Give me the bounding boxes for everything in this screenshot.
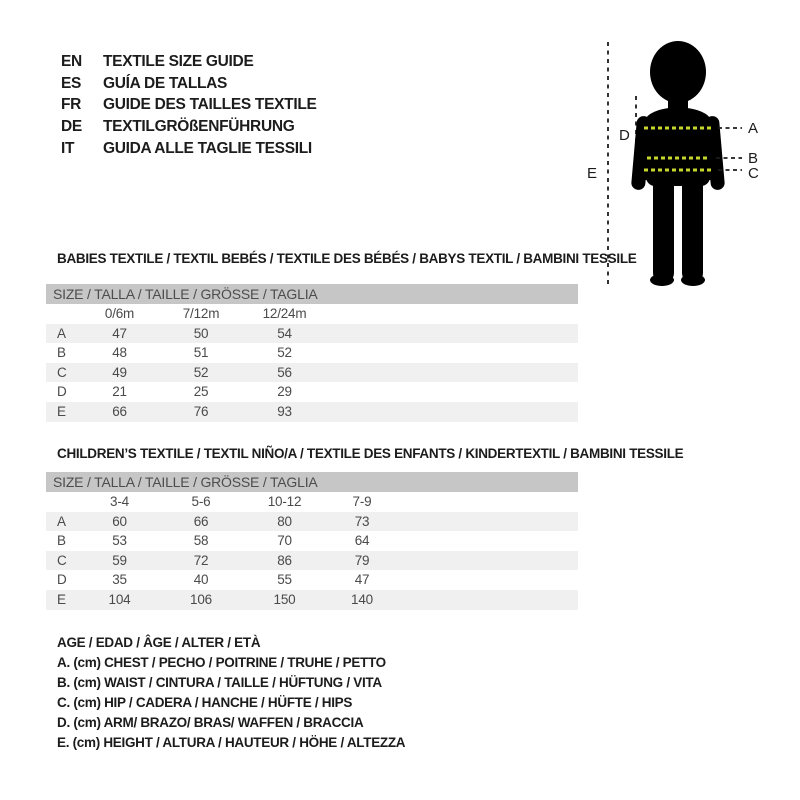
- size-value: 79: [354, 552, 370, 568]
- babies-size-table: [46, 284, 578, 422]
- measurement-legend: [57, 633, 405, 753]
- language-title: GUIDE DES TAILLES TEXTILE: [103, 96, 317, 114]
- size-value: 35: [112, 572, 127, 588]
- language-title-list: [61, 51, 317, 160]
- row-label: E: [57, 591, 66, 607]
- row-label: B: [57, 345, 66, 361]
- size-value: 106: [190, 591, 212, 607]
- size-value: 53: [112, 533, 127, 549]
- size-header-band: SIZE / TALLA / TAILLE / GRÖSSE / TAGLIA: [46, 472, 578, 492]
- legend-line: B. (cm) WAIST / CINTURA / TAILLE / HÜFTUNG / VITA: [57, 675, 382, 690]
- size-value: 56: [277, 364, 292, 380]
- language-title: TEXTILGRÖßENFÜHRUNG: [103, 118, 295, 136]
- size-value: 58: [193, 533, 209, 549]
- size-value: 66: [112, 403, 127, 419]
- size-value: 150: [273, 591, 296, 607]
- size-value: 76: [193, 403, 209, 419]
- size-value: 29: [277, 384, 292, 400]
- table-row: [46, 324, 578, 344]
- language-row: [61, 95, 317, 117]
- row-label: A: [57, 325, 66, 341]
- figure-label-waist: B: [748, 150, 759, 167]
- size-value: 47: [112, 325, 127, 341]
- column-header: 10-12: [267, 494, 302, 509]
- size-value: 52: [193, 364, 209, 380]
- babies-section-title: BABIES TEXTILE / TEXTIL BEBÉS / TEXTILE DES BÉBÉS / BABYS TEXTIL / BAMBINI TESSILE: [57, 251, 637, 266]
- size-value: 47: [354, 572, 370, 588]
- table-row: [46, 531, 578, 551]
- size-value: 54: [277, 325, 292, 341]
- size-value: 86: [277, 552, 292, 568]
- figure-label-arm: D: [619, 127, 630, 144]
- children-section-title: CHILDREN’S TEXTILE / TEXTIL NIÑO/A / TEXTILE DES ENFANTS / KINDERTEXTIL / BAMBINI TESSILE: [57, 446, 684, 461]
- size-value: 48: [112, 345, 127, 361]
- table-row: [46, 590, 578, 610]
- language-row: [61, 138, 317, 160]
- legend-line: A. (cm) CHEST / PECHO / POITRINE / TRUHE / PETTO: [57, 655, 386, 670]
- column-header: 7/12m: [182, 306, 220, 321]
- language-title: GUIDA ALLE TAGLIE TESSILI: [103, 140, 312, 158]
- language-title: GUÍA DE TALLAS: [103, 74, 228, 92]
- size-value: 55: [277, 572, 292, 588]
- children-size-table: [46, 472, 578, 610]
- column-header: 12/24m: [262, 306, 307, 321]
- size-value: 49: [112, 364, 127, 380]
- row-label: D: [57, 384, 67, 400]
- table-row: [46, 382, 578, 402]
- size-value: 60: [112, 513, 127, 529]
- size-value: 66: [193, 513, 209, 529]
- child-silhouette: [631, 41, 725, 286]
- figure-label-hip: C: [748, 165, 759, 182]
- size-value: 25: [193, 384, 209, 400]
- size-value: 50: [193, 325, 209, 341]
- size-value: 72: [193, 552, 209, 568]
- size-header-band: SIZE / TALLA / TAILLE / GRÖSSE / TAGLIA: [46, 284, 578, 304]
- row-label: B: [57, 533, 66, 549]
- size-value: 80: [277, 513, 292, 529]
- figure-label-chest: A: [748, 120, 759, 137]
- column-header-row: [46, 492, 578, 512]
- table-row: [46, 402, 578, 422]
- language-code: FR: [61, 96, 82, 114]
- language-code: EN: [61, 52, 82, 70]
- row-label-cell: [46, 492, 81, 512]
- table-row: [46, 343, 578, 363]
- size-value: 93: [277, 403, 292, 419]
- row-label: E: [57, 403, 66, 419]
- table-row: [46, 512, 578, 532]
- size-value: 51: [193, 345, 209, 361]
- language-row: [61, 51, 317, 73]
- column-header: 3-4: [110, 494, 129, 509]
- language-code: ES: [61, 74, 82, 92]
- language-title: TEXTILE SIZE GUIDE: [103, 52, 254, 70]
- size-value: 73: [354, 513, 370, 529]
- language-row: [61, 73, 317, 95]
- column-header: 0/6m: [104, 306, 135, 321]
- language-code: IT: [61, 140, 75, 158]
- size-value: 40: [193, 572, 209, 588]
- size-value: 104: [108, 591, 131, 607]
- column-header-row: [46, 304, 578, 324]
- legend-line: E. (cm) HEIGHT / ALTURA / HAUTEUR / HÖHE / ALTEZZA: [57, 735, 406, 750]
- table-row: [46, 570, 578, 590]
- language-code: DE: [61, 118, 82, 136]
- table-row: [46, 363, 578, 383]
- size-value: 21: [112, 384, 127, 400]
- column-header: 7-9: [352, 494, 372, 509]
- legend-line: AGE / EDAD / ÂGE / ALTER / ETÀ: [57, 635, 261, 650]
- row-label: D: [57, 572, 67, 588]
- size-value: 52: [277, 345, 292, 361]
- row-label: C: [57, 552, 67, 568]
- row-label: A: [57, 513, 66, 529]
- row-label: C: [57, 364, 67, 380]
- legend-line: D. (cm) ARM/ BRAZO/ BRAS/ WAFFEN / BRACCIA: [57, 715, 364, 730]
- size-value: 59: [112, 552, 127, 568]
- size-value: 140: [351, 591, 373, 607]
- figure-label-height: E: [587, 165, 598, 182]
- size-value: 64: [354, 533, 370, 549]
- legend-line: C. (cm) HIP / CADERA / HANCHE / HÜFTE / HIPS: [57, 695, 353, 710]
- column-header: 5-6: [191, 494, 211, 509]
- language-row: [61, 116, 317, 138]
- table-row: [46, 551, 578, 571]
- row-label-cell: [46, 304, 81, 324]
- size-value: 70: [277, 533, 292, 549]
